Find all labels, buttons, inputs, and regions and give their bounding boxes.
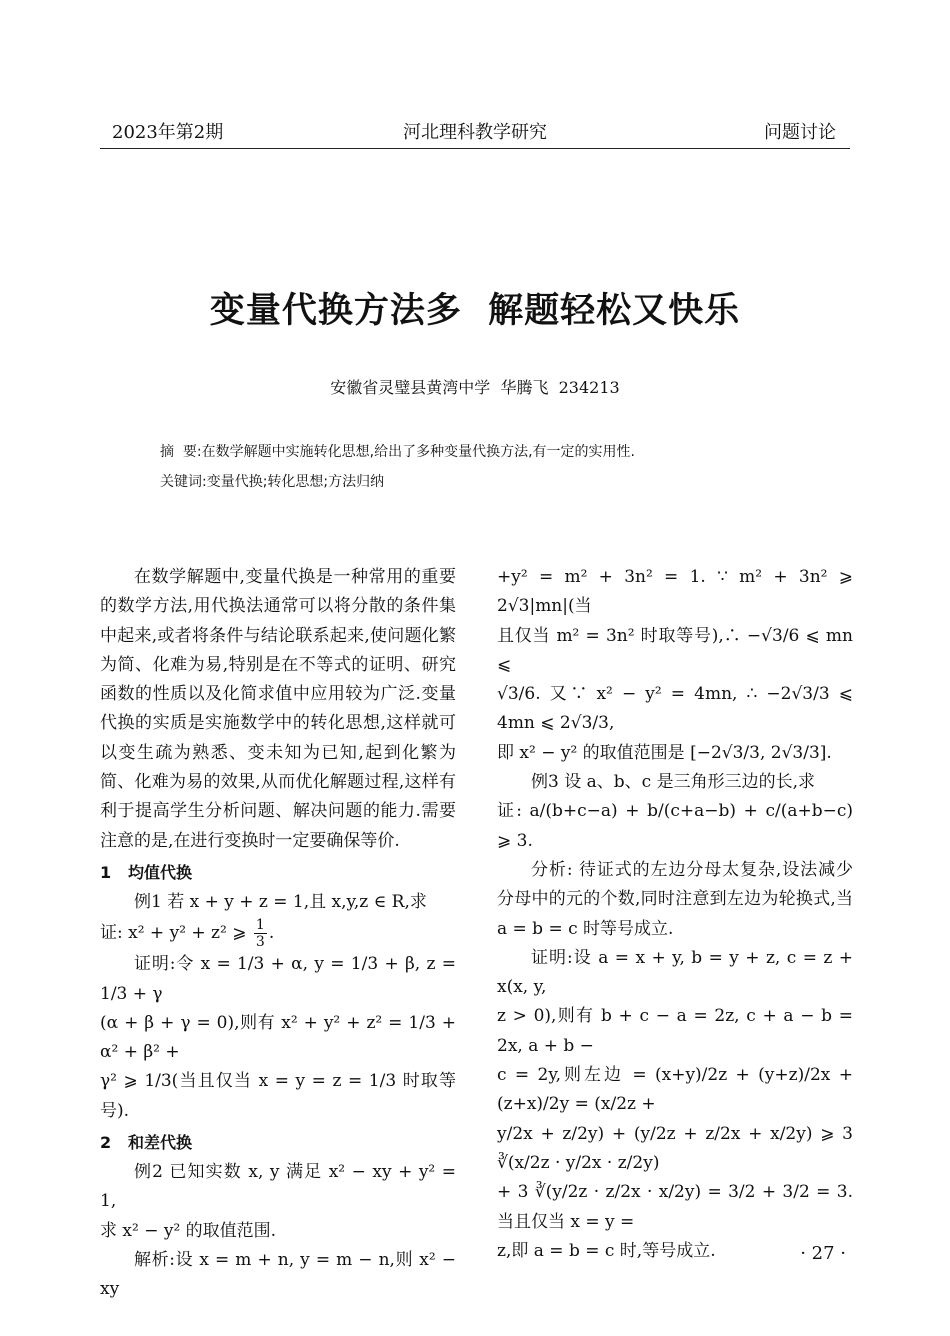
analysis-paragraph: 分析: 待证式的左边分母太复杂,设法减少分母中的元的个数,同时注意到左边为轮换式,当 a = b = c 时等号成立. <box>497 859 853 939</box>
solution-2-line-3: 且仅当 m² = 3n² 时取等号),∴ −√3/6 ⩽ mn ⩽ <box>497 625 853 675</box>
left-column <box>100 563 456 1305</box>
fraction <box>254 917 267 950</box>
right-column <box>497 563 853 1266</box>
proof-1-line-3: γ² ⩾ 1/3(当且仅当 x = y = z = 1/3 时取等号). <box>100 1071 456 1121</box>
fraction-denominator: 3 <box>255 934 265 951</box>
example-1-inequality <box>100 917 456 950</box>
section-label: 问题讨论 <box>764 122 836 143</box>
author-line: 安徽省灵璧县黄湾中学 华腾飞 234213 <box>330 378 620 397</box>
example-3-inequality: 证: a/(b+c−a) + b/(c+a−b) + c/(a+b−c) ⩾ 3. <box>497 801 853 851</box>
fraction-numerator: 1 <box>255 917 265 934</box>
proof-3-line-3: c = 2y,则左边 = (x+y)/2z + (y+z)/2x + (z+x)/2y = (x/2z + <box>497 1065 853 1115</box>
proof-3-line-1: 证明:设 a = x + y, b = y + z, c = z + x(x, y, <box>497 947 853 998</box>
abstract: 摘 要:在数学解题中实施转化思想,给出了多种变量代换方法,有一定的实用性. <box>160 444 635 460</box>
section-2-heading <box>100 1128 456 1158</box>
solution-2-line-2: +y² = m² + 3n² = 1. ∵ m² + 3n² ⩾ 2√3|mn|(当 <box>497 567 853 617</box>
proof-3-line-6: z,即 a = b = c 时,等号成立. <box>497 1240 716 1261</box>
section-1-heading <box>100 858 456 888</box>
solution-2-line-1: 解析:设 x = m + n, y = m − n,则 x² − xy <box>100 1249 456 1300</box>
page-number: · 27 · <box>800 1243 846 1264</box>
proof-1-line-2: (α + β + γ = 0),则有 x² + y² + z² = 1/3 + α² + β² + <box>100 1012 456 1063</box>
proof-3-line-4: y/2x + z/2y) + (y/2z + z/2x + x/2y) ⩾ 3 ∛(x/2z · y/2x · z/2y) <box>497 1123 853 1173</box>
journal-name: 河北理科教学研究 <box>403 122 547 143</box>
section-1-title: 均值代换 <box>128 862 193 882</box>
solution-2-result: 即 x² − y² 的取值范围是 [−2√3/3, 2√3/3]. <box>497 742 832 763</box>
example-1-statement: 例1 若 x + y + z = 1,且 x,y,z ∈ R,求 <box>134 891 427 912</box>
period: . <box>268 923 275 944</box>
example-3-line-1: 例3 设 a、b、c 是三角形三边的长,求 <box>531 772 815 793</box>
proof-1-line-1: 证明:令 x = 1/3 + α, y = 1/3 + β, z = 1/3 + γ <box>100 954 456 1004</box>
solution-2-line-4: √3/6. 又∵ x² − y² = 4mn, ∴ −2√3/3 ⩽ 4mn ⩽ 2√3/3, <box>497 684 853 734</box>
example-2-line-2: 求 x² − y² 的取值范围. <box>100 1220 277 1241</box>
section-2-number: 2 <box>100 1133 112 1153</box>
example-1-inequality-lhs: 证: x² + y² + z² ⩾ <box>100 923 252 944</box>
intro-paragraph: 在数学解题中,变量代换是一种常用的重要的数学方法,用代换法通常可以将分散的条件集中起来,或者将条件与结论联系起来,使问题化繁为简、化难为易,特别是在不等式的证明、研究函数的性质以及化简求值中应用较为广泛.变量代换的实质是实施数学中的转化思想,这样就可以变生疏为熟悉、变未知为已知,起到化繁为简、化难为易的效果,从而优化解题过程,这样有利于提高学生分析问题、解决问题的能力.需要注意的是,在进行变换时一定要确保等价. <box>100 567 456 851</box>
issue-label: 2023年第2期 <box>112 122 224 143</box>
running-header <box>100 118 850 149</box>
article-title: 变量代换方法多 解题轻松又快乐 <box>209 291 741 331</box>
example-2-line-1: 例2 已知实数 x, y 满足 x² − xy + y² = 1, <box>100 1162 456 1212</box>
proof-3-line-2: z > 0),则有 b + c − a = 2z, c + a − b = 2x, a + b − <box>497 1006 853 1056</box>
keywords: 关键词:变量代换;转化思想;方法归纳 <box>160 474 385 490</box>
section-1-number: 1 <box>100 862 112 882</box>
section-2-title: 和差代换 <box>128 1133 193 1153</box>
proof-3-line-5: + 3 ∛(y/2z · z/2x · x/2y) = 3/2 + 3/2 = 3. 当且仅当 x = y = <box>497 1182 853 1232</box>
